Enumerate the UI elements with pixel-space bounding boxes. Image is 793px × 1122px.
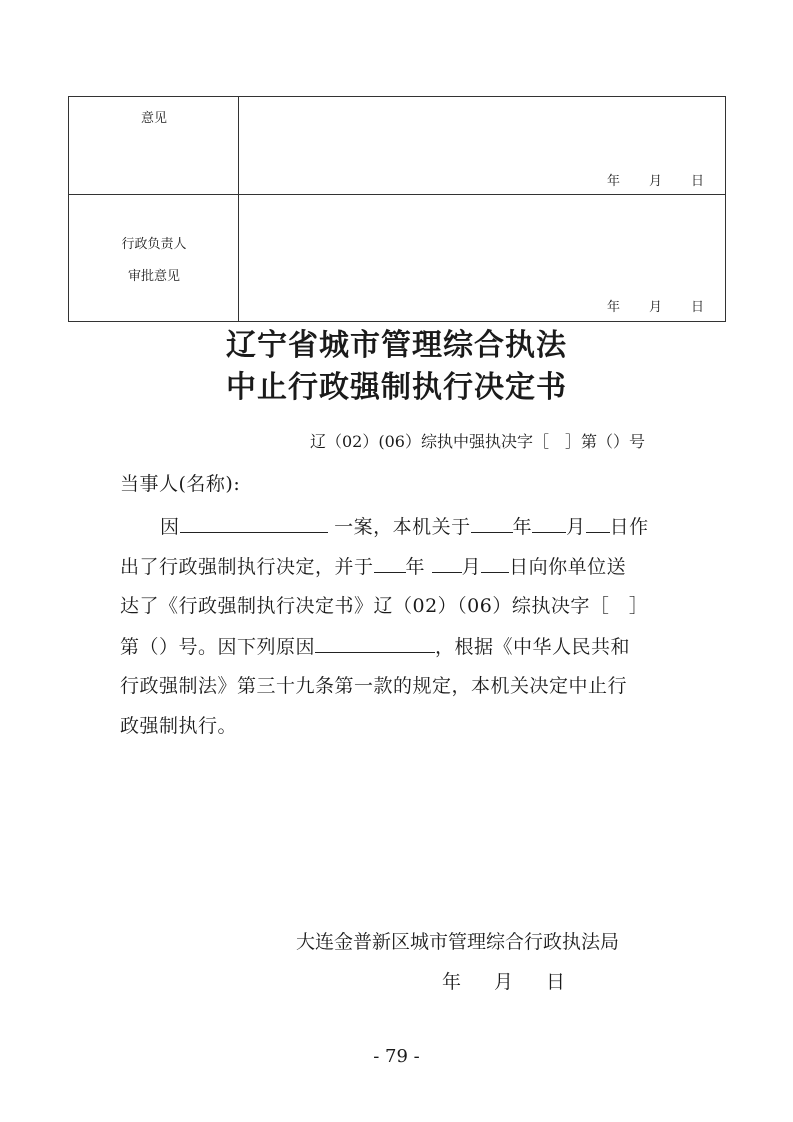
- blank-day-1: [586, 514, 610, 533]
- opinion-row: [69, 97, 725, 195]
- opinion-date-year: 年: [607, 174, 621, 189]
- body-line-6: 政强制执行。: [120, 715, 238, 737]
- body-l4-a: 第（）号。因下列原因: [120, 636, 316, 658]
- issuing-agency: 大连金普新区城市管理综合行政执法局: [296, 931, 620, 953]
- approval-date-month: 月: [649, 300, 663, 315]
- body-line-1: [160, 514, 649, 539]
- document-title-line2: 中止行政强制执行决定书: [226, 370, 567, 405]
- footer-day: 日: [546, 971, 566, 993]
- opinion-label: 意见: [140, 111, 167, 126]
- body-l4-b: ，根据《中华人民共和: [435, 636, 631, 658]
- body-l1-e: 日作: [609, 516, 649, 538]
- body-l2-a: 出了行政强制执行决定，并于: [120, 556, 374, 578]
- opinion-date-month: 月: [649, 174, 663, 189]
- body-l1-b: 一案，本机关于: [334, 516, 471, 538]
- approval-date-year: 年: [607, 300, 621, 315]
- blank-case: [180, 514, 328, 533]
- approval-label-line2: 审批意见: [127, 269, 180, 284]
- footer-year: 年: [442, 971, 462, 993]
- opinion-label-cell: [69, 97, 239, 194]
- body-line-3: 达了《行政强制执行决定书》辽（02）（06）综执决字［ ］: [120, 595, 649, 617]
- body-l1-c: 年: [512, 516, 533, 538]
- opinion-date-day: 日: [691, 174, 705, 189]
- approval-date-day: 日: [691, 300, 705, 315]
- body-line-2: [120, 554, 626, 579]
- approval-label-line1: 行政负责人: [121, 237, 187, 252]
- blank-year-1: [471, 514, 513, 533]
- blank-day-2: [481, 554, 509, 573]
- approval-table: [68, 96, 726, 322]
- approval-row: [69, 195, 725, 321]
- body-l2-d: 日向你单位送: [509, 556, 627, 578]
- page-number: - 79 -: [373, 1046, 420, 1067]
- party-label: 当事人(名称):: [120, 473, 241, 495]
- body-l2-b: 年: [405, 556, 426, 578]
- document-number: 辽（02）(06）综执中强执决字［ ］第（）号: [310, 432, 645, 451]
- body-l1-a: 因: [160, 516, 180, 538]
- body-line-4: [120, 634, 630, 659]
- body-line-5: 行政强制法》第三十九条第一款的规定，本机关决定中止行: [120, 675, 628, 697]
- approval-label-cell: [69, 195, 239, 321]
- blank-month-1: [532, 514, 566, 533]
- body-l2-c: 月: [461, 556, 482, 578]
- blank-month-2: [432, 554, 462, 573]
- blank-reason: [315, 634, 435, 653]
- blank-year-2: [374, 554, 406, 573]
- body-l1-d: 月: [566, 516, 586, 538]
- footer-month: 月: [494, 971, 514, 993]
- document-title-line1: 辽宁省城市管理综合执法: [226, 328, 567, 363]
